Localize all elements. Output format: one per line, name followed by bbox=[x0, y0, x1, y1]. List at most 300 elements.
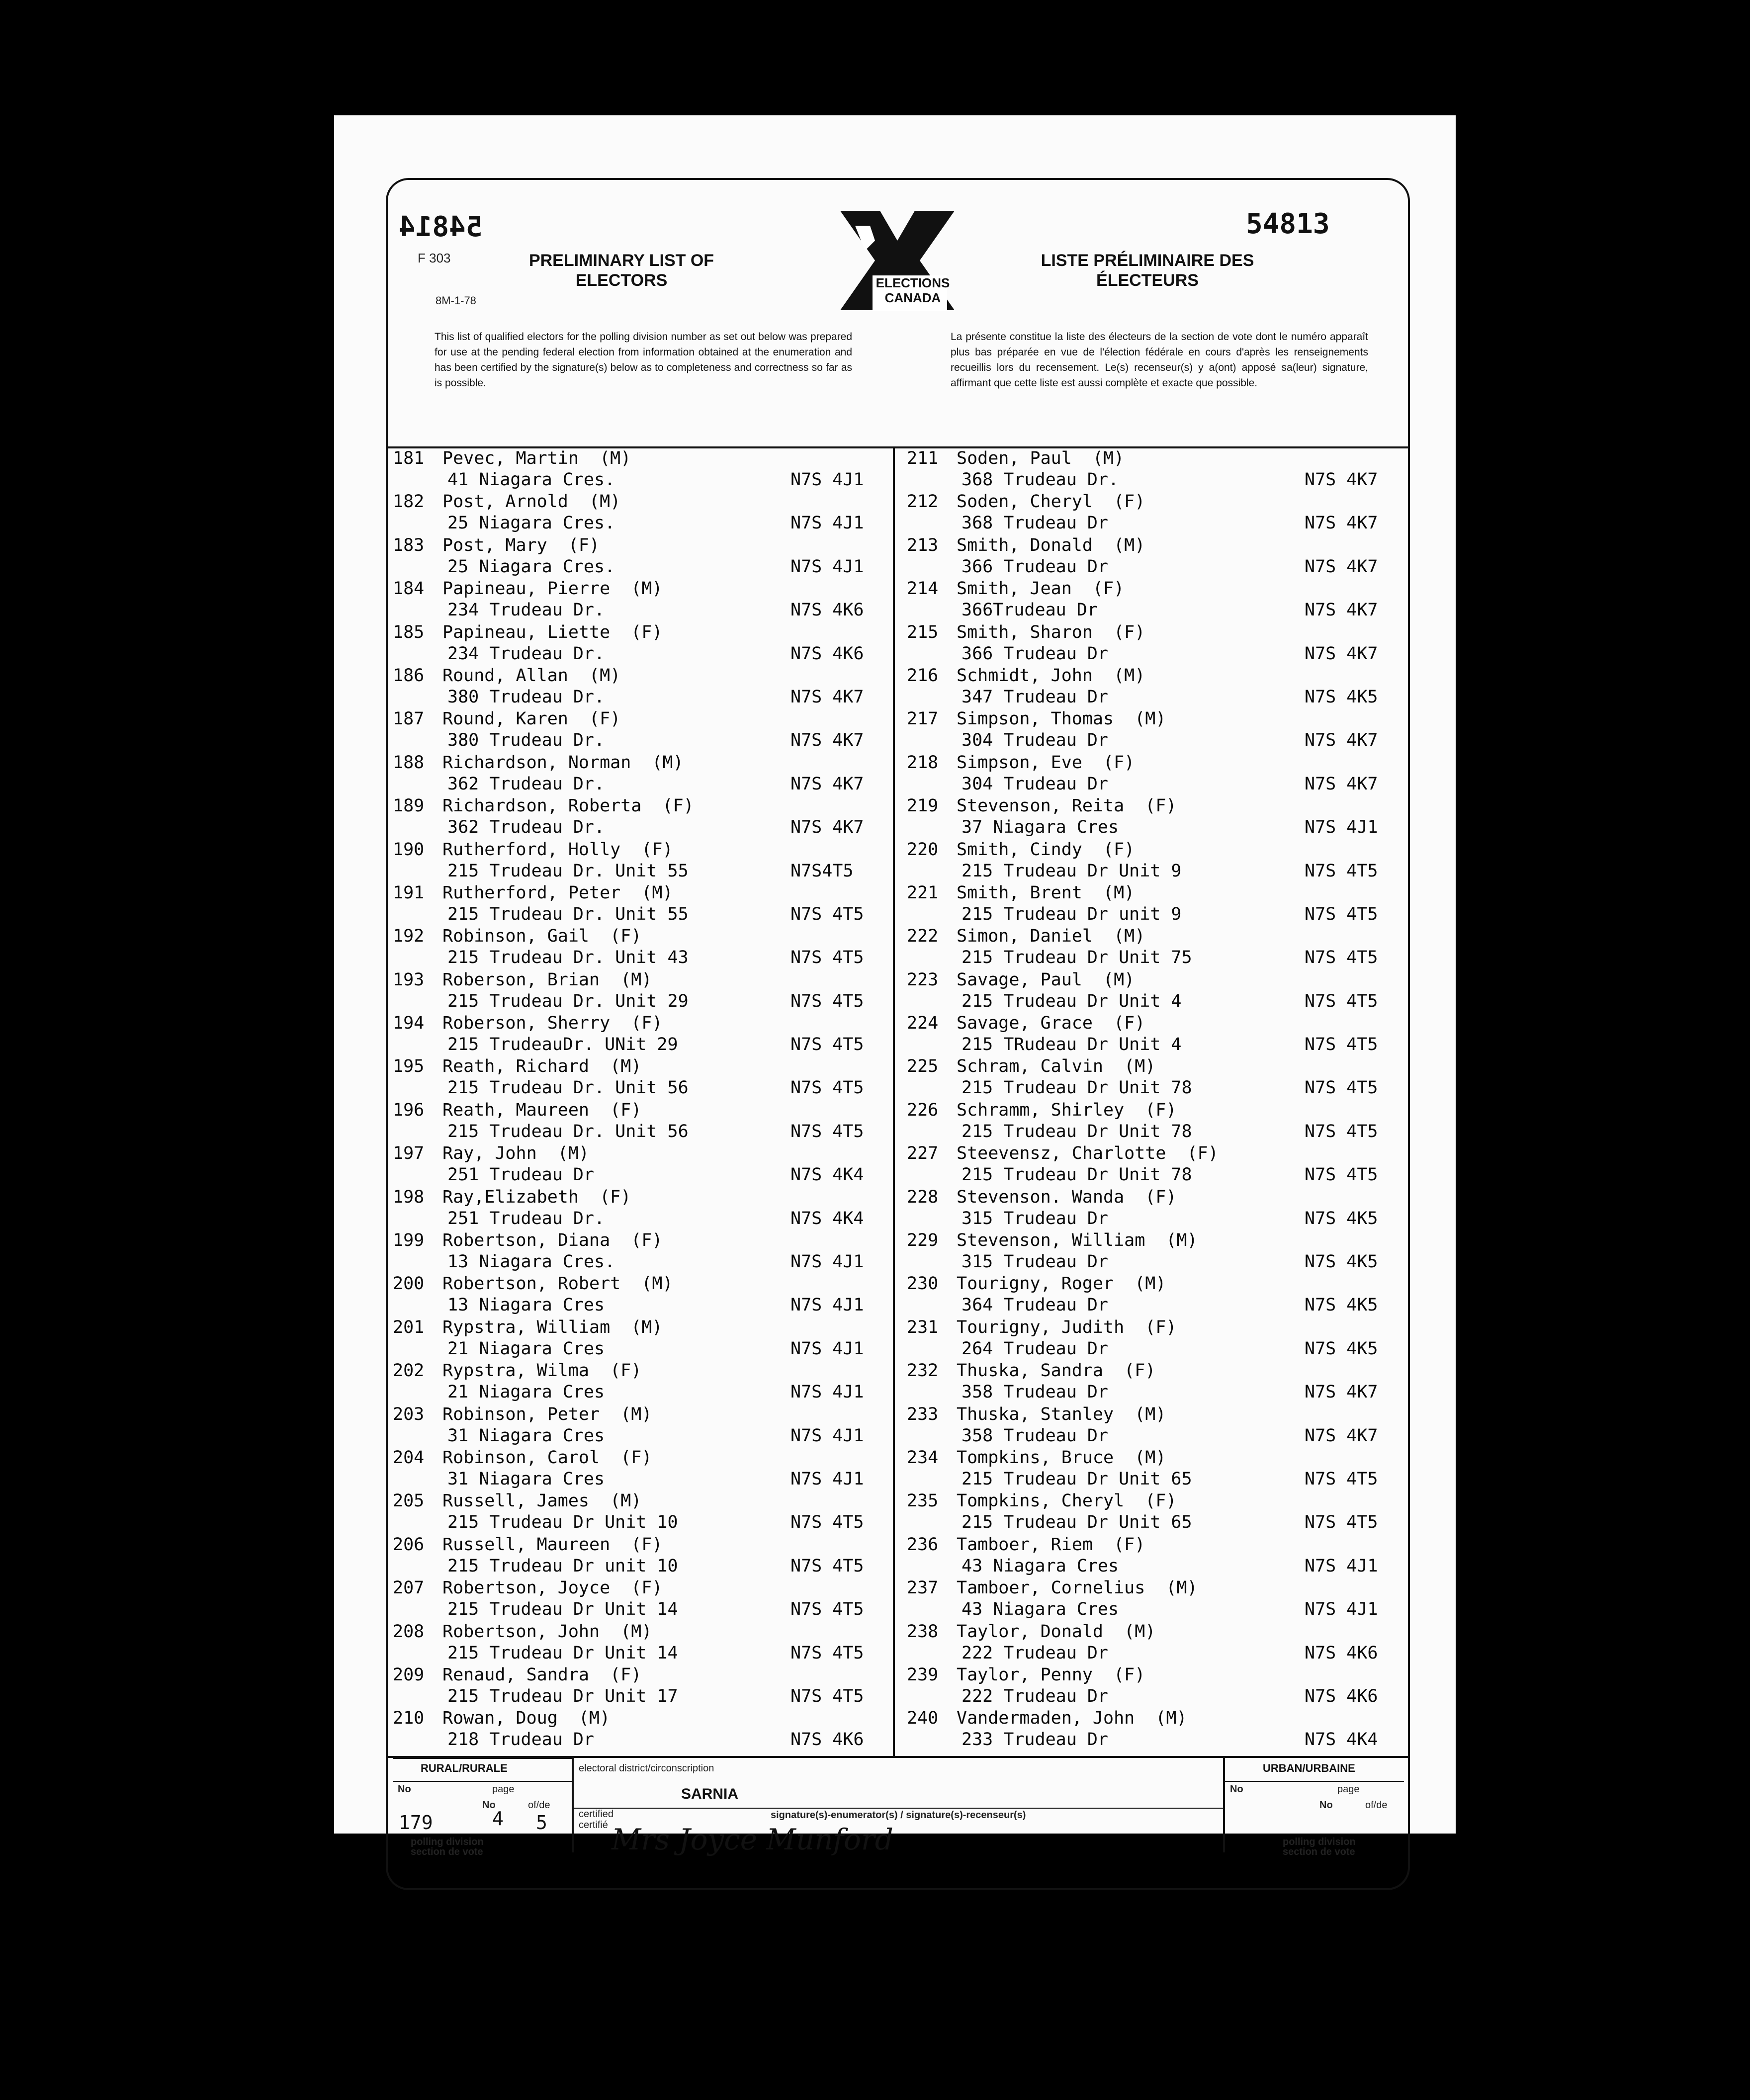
elector-address: 215 TRudeau Dr Unit 4 bbox=[962, 1035, 1182, 1055]
elector-postal-code: N7S 4K7 bbox=[1305, 1425, 1378, 1446]
elector-number: 229 bbox=[907, 1230, 939, 1251]
form-code: F 303 bbox=[418, 251, 451, 265]
elector-address: 215 Trudeau Dr Unit 78 bbox=[962, 1165, 1192, 1185]
elector-name: Robinson, Gail (F) bbox=[442, 926, 642, 947]
elector-number: 202 bbox=[393, 1361, 425, 1381]
left-serial-number: 54814 bbox=[399, 211, 483, 243]
title-en-line1: PRELIMINARY LIST OF bbox=[528, 251, 714, 270]
elector-postal-code: N7S 4J1 bbox=[790, 556, 864, 577]
elector-name: Round, Karen (F) bbox=[442, 709, 621, 729]
elector-entry bbox=[907, 796, 1404, 839]
elector-address: 368 Trudeau Dr. bbox=[962, 470, 1119, 490]
elector-entry bbox=[393, 1578, 890, 1621]
elector-number: 228 bbox=[907, 1187, 939, 1207]
elector-address: 215 Trudeau Dr. Unit 29 bbox=[447, 991, 689, 1011]
elector-postal-code: N7S 4K7 bbox=[1305, 600, 1378, 620]
elector-postal-code: N7S 4K5 bbox=[1305, 1338, 1378, 1359]
elector-address: 215 Trudeau Dr. Unit 56 bbox=[447, 1121, 689, 1141]
elector-name: Russell, Maureen (F) bbox=[442, 1534, 663, 1555]
certified-label: certified bbox=[579, 1809, 614, 1820]
page-number: 4 bbox=[492, 1808, 504, 1830]
elector-entry bbox=[393, 883, 890, 926]
elector-entry bbox=[393, 1143, 890, 1187]
title-fr bbox=[1018, 251, 1277, 290]
title-fr-line1: LISTE PRÉLIMINAIRE DES bbox=[1041, 251, 1254, 270]
elector-address: 380 Trudeau Dr. bbox=[447, 730, 605, 751]
elector-entry bbox=[393, 1491, 890, 1534]
elector-postal-code: N7S 4K6 bbox=[790, 1730, 864, 1750]
elector-entry bbox=[393, 622, 890, 666]
elector-number: 195 bbox=[393, 1056, 425, 1077]
polling-division-number: 179 bbox=[399, 1812, 433, 1834]
elector-name: Thuska, Stanley (M) bbox=[957, 1404, 1166, 1424]
elector-address: 215 Trudeau Dr Unit 4 bbox=[962, 991, 1182, 1011]
footer-rule-1 bbox=[572, 1758, 574, 1852]
elector-name: Rowan, Doug (M) bbox=[442, 1708, 611, 1729]
elector-name: Robinson, Peter (M) bbox=[442, 1404, 652, 1424]
elector-entry bbox=[393, 1056, 890, 1100]
elector-entry bbox=[907, 1448, 1404, 1491]
right-column-list bbox=[907, 448, 1404, 1752]
elector-address: 215 Trudeau Dr Unit 14 bbox=[447, 1599, 678, 1620]
elector-postal-code: N7S 4J1 bbox=[1305, 817, 1378, 838]
elector-address: 251 Trudeau Dr. bbox=[447, 1208, 605, 1228]
elector-number: 206 bbox=[393, 1534, 425, 1555]
elector-postal-code: N7S 4T5 bbox=[790, 1121, 864, 1141]
elector-number: 197 bbox=[393, 1143, 425, 1164]
district-label: electoral district/circonscription bbox=[579, 1763, 714, 1774]
elector-entry bbox=[907, 1187, 1404, 1230]
elector-number: 233 bbox=[907, 1404, 939, 1424]
page-no-label: No bbox=[482, 1800, 496, 1811]
notice-french: La présente constitue la liste des électeurs de la section de vote dont le numéro apparaît plus bas préparée en vue de l'élection fédérale en cours d'après les renseignements recueillis lors du recensement. Le(s) recenseur(s) y a(ont) apposé sa(leur) signature, affirmant que cette liste est aussi complète et exacte que possible. bbox=[951, 331, 1368, 389]
elector-entry bbox=[907, 1013, 1404, 1056]
elector-entry bbox=[907, 1578, 1404, 1621]
elector-number: 211 bbox=[907, 448, 939, 468]
elector-entry bbox=[907, 492, 1404, 535]
elector-postal-code: N7S 4J1 bbox=[790, 1382, 864, 1402]
elector-entry bbox=[393, 492, 890, 535]
elector-entry bbox=[393, 666, 890, 709]
elector-entry bbox=[393, 1317, 890, 1361]
elector-number: 188 bbox=[393, 752, 425, 773]
elector-number: 238 bbox=[907, 1621, 939, 1642]
elector-name: Schram, Calvin (M) bbox=[957, 1056, 1156, 1077]
elector-name: Roberson, Brian (M) bbox=[442, 969, 652, 990]
elector-number: 239 bbox=[907, 1664, 939, 1685]
elector-entry bbox=[907, 1491, 1404, 1534]
elector-postal-code: N7S 4K7 bbox=[1305, 730, 1378, 751]
elector-name: Rutherford, Peter (M) bbox=[442, 882, 673, 903]
elector-name: Soden, Paul (M) bbox=[957, 448, 1125, 468]
elector-postal-code: N7S 4K7 bbox=[1305, 643, 1378, 664]
elector-list-form bbox=[386, 178, 1410, 1890]
elector-name: Stevenson, William (M) bbox=[957, 1230, 1198, 1251]
elector-number: 204 bbox=[393, 1447, 425, 1468]
elector-name: Vandermaden, John (M) bbox=[957, 1708, 1187, 1729]
elector-entry bbox=[393, 840, 890, 883]
elector-number: 231 bbox=[907, 1317, 939, 1337]
elector-name: Robinson, Carol (F) bbox=[442, 1447, 652, 1468]
elector-number: 234 bbox=[907, 1447, 939, 1468]
elector-address: 215 Trudeau Dr Unit 9 bbox=[962, 861, 1182, 881]
elector-name: Savage, Grace (F) bbox=[957, 1013, 1145, 1034]
logo-text-canada: CANADA bbox=[884, 290, 941, 305]
page-label: page bbox=[492, 1784, 515, 1795]
elector-postal-code: N7S 4K6 bbox=[790, 600, 864, 620]
elector-address: 215 Trudeau Dr. Unit 55 bbox=[447, 861, 689, 881]
elector-name: Rypstra, Wilma (F) bbox=[442, 1361, 642, 1381]
elector-name: Tourigny, Roger (M) bbox=[957, 1274, 1166, 1294]
elector-number: 191 bbox=[393, 882, 425, 903]
elector-entry bbox=[907, 1100, 1404, 1143]
elector-postal-code: N7S 4T5 bbox=[1305, 861, 1378, 881]
elector-name: Stevenson. Wanda (F) bbox=[957, 1187, 1177, 1207]
right-serial-number: 54813 bbox=[1246, 208, 1330, 240]
elector-postal-code: N7S 4J1 bbox=[1305, 1599, 1378, 1620]
elector-entry bbox=[907, 1056, 1404, 1100]
no-label: No bbox=[398, 1784, 411, 1795]
form-date: 8M-1-78 bbox=[436, 294, 476, 307]
elector-entry bbox=[393, 579, 890, 622]
elector-name: Reath, Richard (M) bbox=[442, 1056, 642, 1077]
elector-number: 192 bbox=[393, 926, 425, 947]
elector-name: Renaud, Sandra (F) bbox=[442, 1664, 642, 1685]
elector-entry bbox=[393, 448, 890, 492]
elector-address: 358 Trudeau Dr bbox=[962, 1382, 1109, 1402]
elector-address: 347 Trudeau Dr bbox=[962, 687, 1109, 707]
elector-number: 208 bbox=[393, 1621, 425, 1642]
section-label-right: section de vote bbox=[1283, 1846, 1355, 1857]
elector-entry bbox=[907, 1361, 1404, 1404]
elector-postal-code: N7S 4J1 bbox=[790, 1425, 864, 1446]
elector-number: 184 bbox=[393, 579, 425, 599]
elector-number: 203 bbox=[393, 1404, 425, 1424]
elector-entry bbox=[393, 926, 890, 969]
elector-number: 185 bbox=[393, 622, 425, 642]
elector-postal-code: N7S 4K7 bbox=[1305, 556, 1378, 577]
district-value: SARNIA bbox=[681, 1786, 739, 1802]
elector-number: 207 bbox=[393, 1578, 425, 1598]
elector-entry bbox=[907, 709, 1404, 752]
elector-address: 358 Trudeau Dr bbox=[962, 1425, 1109, 1446]
elector-number: 193 bbox=[393, 969, 425, 990]
elector-entry bbox=[907, 1535, 1404, 1578]
elector-entry bbox=[393, 1230, 890, 1274]
elector-address: 366 Trudeau Dr bbox=[962, 643, 1109, 664]
elector-number: 201 bbox=[393, 1317, 425, 1337]
elector-name: Papineau, Liette (F) bbox=[442, 622, 663, 642]
elector-name: Post, Arnold (M) bbox=[442, 492, 621, 512]
elector-entry bbox=[907, 579, 1404, 622]
elector-entry bbox=[393, 1622, 890, 1665]
urban-no-label: No bbox=[1230, 1784, 1243, 1795]
elector-address: 215 Trudeau Dr Unit 65 bbox=[962, 1469, 1192, 1489]
elector-address: 315 Trudeau Dr bbox=[962, 1208, 1109, 1228]
elector-address: 304 Trudeau Dr bbox=[962, 774, 1109, 794]
elector-address: 218 Trudeau Dr bbox=[447, 1730, 595, 1750]
elector-postal-code: N7S 4T5 bbox=[1305, 1165, 1378, 1185]
elector-name: Robertson, Diana (F) bbox=[442, 1230, 663, 1251]
elector-address: 215 Trudeau Dr Unit 75 bbox=[962, 948, 1192, 968]
elector-entry bbox=[907, 1665, 1404, 1708]
elector-address: 215 Trudeau Dr Unit 78 bbox=[962, 1078, 1192, 1098]
elector-name: Ray, John (M) bbox=[442, 1143, 590, 1164]
elector-address: 215 Trudeau Dr Unit 10 bbox=[447, 1512, 678, 1533]
elector-postal-code: N7S 4K4 bbox=[790, 1165, 864, 1185]
elector-postal-code: N7S 4T5 bbox=[1305, 991, 1378, 1011]
elector-name: Taylor, Penny (F) bbox=[957, 1664, 1145, 1685]
elector-address: 21 Niagara Cres bbox=[447, 1382, 605, 1402]
elector-entry bbox=[393, 796, 890, 839]
elector-postal-code: N7S 4J1 bbox=[790, 1252, 864, 1272]
elector-name: Richardson, Roberta (F) bbox=[442, 796, 694, 816]
elector-entry bbox=[393, 1013, 890, 1056]
elector-address: 368 Trudeau Dr bbox=[962, 513, 1109, 533]
elector-postal-code: N7S 4K6 bbox=[1305, 1686, 1378, 1706]
elector-name: Robertson, Joyce (F) bbox=[442, 1578, 663, 1598]
elector-entry bbox=[907, 1622, 1404, 1665]
elector-number: 219 bbox=[907, 796, 939, 816]
elector-entry bbox=[907, 666, 1404, 709]
title-en bbox=[507, 251, 736, 290]
elector-address: 41 Niagara Cres. bbox=[447, 470, 615, 490]
elector-number: 214 bbox=[907, 579, 939, 599]
elector-name: Schramm, Shirley (F) bbox=[957, 1100, 1177, 1120]
elector-postal-code: N7S 4J1 bbox=[1305, 1556, 1378, 1576]
notice-english: This list of qualified electors for the polling division number as set out below was prepared for use at the pending federal election from information obtained at the enumeration and has been certified by the signature(s) below as to completeness and correctness so far as is possible. bbox=[435, 331, 852, 389]
elector-postal-code: N7S 4T5 bbox=[1305, 904, 1378, 924]
elector-entry bbox=[393, 709, 890, 752]
elector-number: 218 bbox=[907, 752, 939, 773]
elector-postal-code: N7S 4K7 bbox=[1305, 513, 1378, 533]
elector-address: 364 Trudeau Dr bbox=[962, 1295, 1109, 1315]
elections-canada-logo bbox=[825, 206, 969, 320]
elector-name: Rypstra, William (M) bbox=[442, 1317, 663, 1337]
elector-postal-code: N7S 4T5 bbox=[790, 904, 864, 924]
urban-label: URBAN/URBAINE bbox=[1263, 1762, 1355, 1774]
elector-name: Post, Mary (F) bbox=[442, 535, 600, 555]
elector-number: 200 bbox=[393, 1274, 425, 1294]
elector-name: Smith, Cindy (F) bbox=[957, 839, 1135, 860]
rural-label: RURAL/RURALE bbox=[421, 1762, 508, 1774]
elector-postal-code: N7S 4J1 bbox=[790, 1469, 864, 1489]
elector-name: Robertson, John (M) bbox=[442, 1621, 652, 1642]
elector-postal-code: N7S 4T5 bbox=[1305, 1078, 1378, 1098]
elector-postal-code: N7S 4T5 bbox=[790, 1035, 864, 1055]
elector-number: 196 bbox=[393, 1100, 425, 1120]
elector-entry bbox=[907, 1404, 1404, 1448]
elector-entry bbox=[907, 1230, 1404, 1274]
elector-postal-code: N7S 4K5 bbox=[1305, 1208, 1378, 1228]
elector-entry bbox=[907, 448, 1404, 492]
column-divider bbox=[893, 448, 895, 1756]
elector-number: 198 bbox=[393, 1187, 425, 1207]
elector-entry bbox=[907, 926, 1404, 969]
urban-of-label: of/de bbox=[1365, 1800, 1388, 1811]
elector-number: 236 bbox=[907, 1534, 939, 1555]
elector-entry bbox=[393, 1100, 890, 1143]
elector-name: Papineau, Pierre (M) bbox=[442, 579, 663, 599]
elector-name: Simon, Daniel (M) bbox=[957, 926, 1145, 947]
elector-address: 304 Trudeau Dr bbox=[962, 730, 1109, 751]
elector-number: 217 bbox=[907, 709, 939, 729]
elector-postal-code: N7S 4T5 bbox=[790, 1078, 864, 1098]
urban-page-label: page bbox=[1337, 1784, 1360, 1795]
elector-number: 183 bbox=[393, 535, 425, 555]
signature-label: signature(s)-enumerator(s) / signature(s)-recenseur(s) bbox=[771, 1810, 1026, 1821]
elector-entry bbox=[907, 1143, 1404, 1187]
elector-address: 25 Niagara Cres. bbox=[447, 556, 615, 577]
elector-postal-code: N7S 4K6 bbox=[1305, 1643, 1378, 1663]
elector-name: Tourigny, Judith (F) bbox=[957, 1317, 1177, 1337]
title-en-line2: ELECTORS bbox=[575, 271, 668, 290]
elector-name: Savage, Paul (M) bbox=[957, 969, 1135, 990]
elector-postal-code: N7S 4T5 bbox=[1305, 1512, 1378, 1533]
elector-postal-code: N7S 4K7 bbox=[1305, 1382, 1378, 1402]
elector-postal-code: N7S 4K7 bbox=[790, 774, 864, 794]
elector-postal-code: N7S 4T5 bbox=[790, 1643, 864, 1663]
elector-entry bbox=[393, 1187, 890, 1230]
elector-entry bbox=[907, 535, 1404, 579]
elector-number: 240 bbox=[907, 1708, 939, 1729]
elector-postal-code: N7S 4J1 bbox=[790, 513, 864, 533]
elector-entry bbox=[393, 970, 890, 1013]
elector-entry bbox=[907, 622, 1404, 666]
elector-address: 215 Trudeau Dr unit 10 bbox=[447, 1556, 678, 1576]
elector-number: 216 bbox=[907, 665, 939, 686]
elector-number: 220 bbox=[907, 839, 939, 860]
elector-entry bbox=[393, 1448, 890, 1491]
elector-name: Rutherford, Holly (F) bbox=[442, 839, 673, 860]
elector-name: Russell, James (M) bbox=[442, 1491, 642, 1511]
elector-number: 187 bbox=[393, 709, 425, 729]
elector-address: 215 TrudeauDr. UNit 29 bbox=[447, 1035, 678, 1055]
elector-name: Ray,Elizabeth (F) bbox=[442, 1187, 631, 1207]
elector-name: Soden, Cheryl (F) bbox=[957, 492, 1145, 512]
elector-entry bbox=[907, 753, 1404, 796]
elector-postal-code: N7S 4T5 bbox=[790, 991, 864, 1011]
elector-number: 181 bbox=[393, 448, 425, 468]
elector-address: 362 Trudeau Dr. bbox=[447, 817, 605, 838]
elector-number: 221 bbox=[907, 882, 939, 903]
elector-number: 212 bbox=[907, 492, 939, 512]
elector-number: 194 bbox=[393, 1013, 425, 1034]
polling-division-label-left: polling division bbox=[411, 1837, 484, 1847]
elector-address: 13 Niagara Cres. bbox=[447, 1252, 615, 1272]
elector-entry bbox=[393, 1535, 890, 1578]
elector-entry bbox=[393, 1665, 890, 1708]
elector-entry bbox=[393, 1404, 890, 1448]
elector-number: 189 bbox=[393, 796, 425, 816]
elector-name: Reath, Maureen (F) bbox=[442, 1100, 642, 1120]
elector-name: Roberson, Sherry (F) bbox=[442, 1013, 663, 1034]
elector-entry bbox=[393, 1274, 890, 1317]
elector-name: Taylor, Donald (M) bbox=[957, 1621, 1156, 1642]
elector-postal-code: N7S 4T5 bbox=[1305, 1121, 1378, 1141]
elector-name: Simpson, Thomas (M) bbox=[957, 709, 1166, 729]
elector-postal-code: N7S 4J1 bbox=[790, 1338, 864, 1359]
elector-address: 362 Trudeau Dr. bbox=[447, 774, 605, 794]
elector-number: 190 bbox=[393, 839, 425, 860]
elector-name: Smith, Brent (M) bbox=[957, 882, 1135, 903]
elector-address: 215 Trudeau Dr unit 9 bbox=[962, 904, 1182, 924]
elector-address: 215 Trudeau Dr Unit 14 bbox=[447, 1643, 678, 1663]
elector-address: 31 Niagara Cres bbox=[447, 1469, 605, 1489]
elector-name: Smith, Donald (M) bbox=[957, 535, 1145, 555]
elector-number: 230 bbox=[907, 1274, 939, 1294]
elector-name: Smith, Sharon (F) bbox=[957, 622, 1145, 642]
page-total: 5 bbox=[536, 1812, 547, 1834]
polling-division-label-right: polling division bbox=[1283, 1837, 1356, 1847]
elector-postal-code: N7S 4K7 bbox=[790, 817, 864, 838]
elector-number: 186 bbox=[393, 665, 425, 686]
elector-address: 13 Niagara Cres bbox=[447, 1295, 605, 1315]
elector-entry bbox=[393, 535, 890, 579]
elector-number: 232 bbox=[907, 1361, 939, 1381]
elector-postal-code: N7S 4T5 bbox=[790, 1556, 864, 1576]
elector-name: Tamboer, Riem (F) bbox=[957, 1534, 1145, 1555]
elector-address: 380 Trudeau Dr. bbox=[447, 687, 605, 707]
elector-number: 215 bbox=[907, 622, 939, 642]
footer-block bbox=[393, 1758, 1404, 1882]
elector-address: 366Trudeau Dr bbox=[962, 600, 1098, 620]
elector-name: Round, Allan (M) bbox=[442, 665, 621, 686]
elector-number: 227 bbox=[907, 1143, 939, 1164]
elector-address: 43 Niagara Cres bbox=[962, 1556, 1119, 1576]
elector-address: 25 Niagara Cres. bbox=[447, 513, 615, 533]
logo-text-elections: ELECTIONS bbox=[875, 275, 950, 290]
elector-address: 233 Trudeau Dr bbox=[962, 1730, 1109, 1750]
elector-postal-code: N7S 4K5 bbox=[1305, 1252, 1378, 1272]
elector-entry bbox=[907, 970, 1404, 1013]
elector-postal-code: N7S 4J1 bbox=[790, 1295, 864, 1315]
elector-name: Tompkins, Cheryl (F) bbox=[957, 1491, 1177, 1511]
elector-name: Stevenson, Reita (F) bbox=[957, 796, 1177, 816]
elector-address: 222 Trudeau Dr bbox=[962, 1643, 1109, 1663]
elector-number: 223 bbox=[907, 969, 939, 990]
left-column-list bbox=[393, 448, 890, 1752]
elector-number: 225 bbox=[907, 1056, 939, 1077]
elector-address: 37 Niagara Cres bbox=[962, 817, 1119, 838]
elector-number: 226 bbox=[907, 1100, 939, 1120]
elector-name: Thuska, Sandra (F) bbox=[957, 1361, 1156, 1381]
elector-number: 209 bbox=[393, 1664, 425, 1685]
elector-number: 210 bbox=[393, 1708, 425, 1729]
elector-address: 21 Niagara Cres bbox=[447, 1338, 605, 1359]
elector-address: 215 Trudeau Dr. Unit 56 bbox=[447, 1078, 689, 1098]
elector-postal-code: N7S 4K7 bbox=[790, 687, 864, 707]
elector-number: 205 bbox=[393, 1491, 425, 1511]
section-label-left: section de vote bbox=[411, 1846, 483, 1857]
elector-name: Schmidt, John (M) bbox=[957, 665, 1145, 686]
elector-postal-code: N7S 4T5 bbox=[790, 1686, 864, 1706]
elector-postal-code: N7S 4T5 bbox=[1305, 948, 1378, 968]
elector-address: 215 Trudeau Dr Unit 17 bbox=[447, 1686, 678, 1706]
elector-name: Tamboer, Cornelius (M) bbox=[957, 1578, 1198, 1598]
enumerator-signature: Mrs Joyce Munford bbox=[612, 1823, 893, 1856]
elector-number: 224 bbox=[907, 1013, 939, 1034]
elector-postal-code: N7S 4K5 bbox=[1305, 687, 1378, 707]
elector-entry bbox=[393, 753, 890, 796]
elector-name: Simpson, Eve (F) bbox=[957, 752, 1135, 773]
elector-name: Steevensz, Charlotte (F) bbox=[957, 1143, 1219, 1164]
elector-postal-code: N7S 4T5 bbox=[1305, 1469, 1378, 1489]
elector-name: Smith, Jean (F) bbox=[957, 579, 1125, 599]
elector-postal-code: N7S 4K7 bbox=[790, 730, 864, 751]
elector-number: 213 bbox=[907, 535, 939, 555]
elector-address: 43 Niagara Cres bbox=[962, 1599, 1119, 1620]
